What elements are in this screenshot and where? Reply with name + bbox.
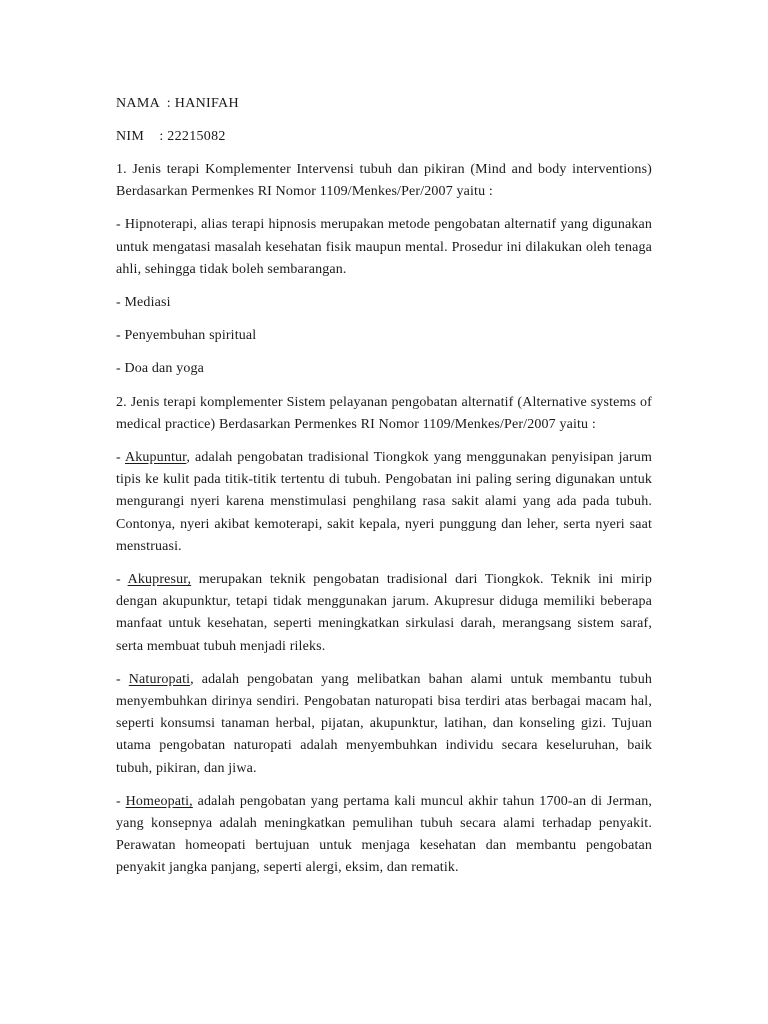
- naturopati-text: , adalah pengobatan yang melibatkan bahan alami untuk membantu tubuh menyembuhkan dirinya sendiri. Pengobatan naturopati bisa terdiri atas berbagai macam hal, seperti konsumsi tanaman herbal, pijatan, akupunktur, latihan, dan konseling gizi. Tujuan utama pengobatan naturopati adalah menyembuhkan individu secara keseluruhan, baik tubuh, pikiran, dan jiwa.: [116, 671, 653, 776]
- item-homeopati: [116, 791, 652, 880]
- bullet-dash: -: [116, 793, 126, 809]
- item-hipnoterapi: - Hipnoterapi, alias terapi hipnosis merupakan metode pengobatan alternatif yang digunakan untuk mengatasi masalah kesehatan fisik maupun mental. Prosedur ini dilakukan oleh tenaga ahli, sehingga tidak boleh sembarangan.: [116, 217, 652, 277]
- item-akupresur: [116, 569, 652, 658]
- item-naturopati: [116, 669, 652, 780]
- item-mediasi: - Mediasi: [116, 295, 171, 311]
- item-akupuntur: [116, 447, 652, 558]
- akupresur-text: merupakan teknik pengobatan tradisional dari Tiongkok. Teknik ini mirip dengan akupunktur, tetapi tidak menggunakan jarum. Akupresur diduga memiliki beberapa manfaat untuk kesehatan, seperti meningkatkan sirkulasi darah, merangsang sistem saraf, serta membuat tubuh menjadi rileks.: [116, 572, 652, 654]
- bullet-dash: -: [116, 572, 128, 588]
- term-akupuntur: Akupuntur: [124, 450, 187, 466]
- document-body: [116, 93, 652, 891]
- name-line: NAMA : HANIFAH: [116, 96, 239, 111]
- item-penyembuhan-spiritual: - Penyembuhan spiritual: [116, 328, 257, 344]
- nim-line: NIM : 22215082: [116, 129, 226, 144]
- bullet-dash: -: [116, 671, 129, 687]
- section1-intro: 1. Jenis terapi Komplementer Intervensi tubuh dan pikiran (Mind and body interventions) Berdasarkan Permenkes RI Nomor 1109/Menkes/Per/2007 yaitu :: [116, 162, 652, 200]
- item-doa-dan-yoga: - Doa dan yoga: [116, 361, 205, 377]
- bullet-dash: -: [116, 450, 125, 466]
- homeopati-text: adalah pengobatan yang pertama kali muncul akhir tahun 1700-an di Jerman, yang konsepnya adalah meningkatkan pemulihan tubuh secara alami terhadap penyakit. Perawatan homeopati bertujuan untuk menjaga kesehatan dan membantu pengobatan penyakit jangka panjang, seperti alergi, eksim, dan rematik.: [116, 793, 652, 876]
- term-akupresur: Akupresur,: [127, 572, 192, 588]
- akupuntur-text: , adalah pengobatan tradisional Tiongkok yang menggunakan penyisipan jarum tipis ke kulit pada titik-titik tertentu di tubuh. Pengobatan ini paling sering digunakan untuk mengurangi nyeri karena menstimulasi penghilang rasa sakit alami yang ada pada tubuh. Contonya, nyeri akibat kemoterapi, sakit kepala, nyeri punggung dan leher, serta nyeri saat menstruasi.: [116, 450, 652, 554]
- term-homeopati: Homeopati,: [125, 793, 193, 809]
- section2-intro: 2. Jenis terapi komplementer Sistem pelayanan pengobatan alternatif (Alternative systems of medical practice) Berdasarkan Permenkes RI Nomor 1109/Menkes/Per/2007 yaitu :: [116, 394, 652, 432]
- term-naturopati: Naturopati: [128, 671, 191, 687]
